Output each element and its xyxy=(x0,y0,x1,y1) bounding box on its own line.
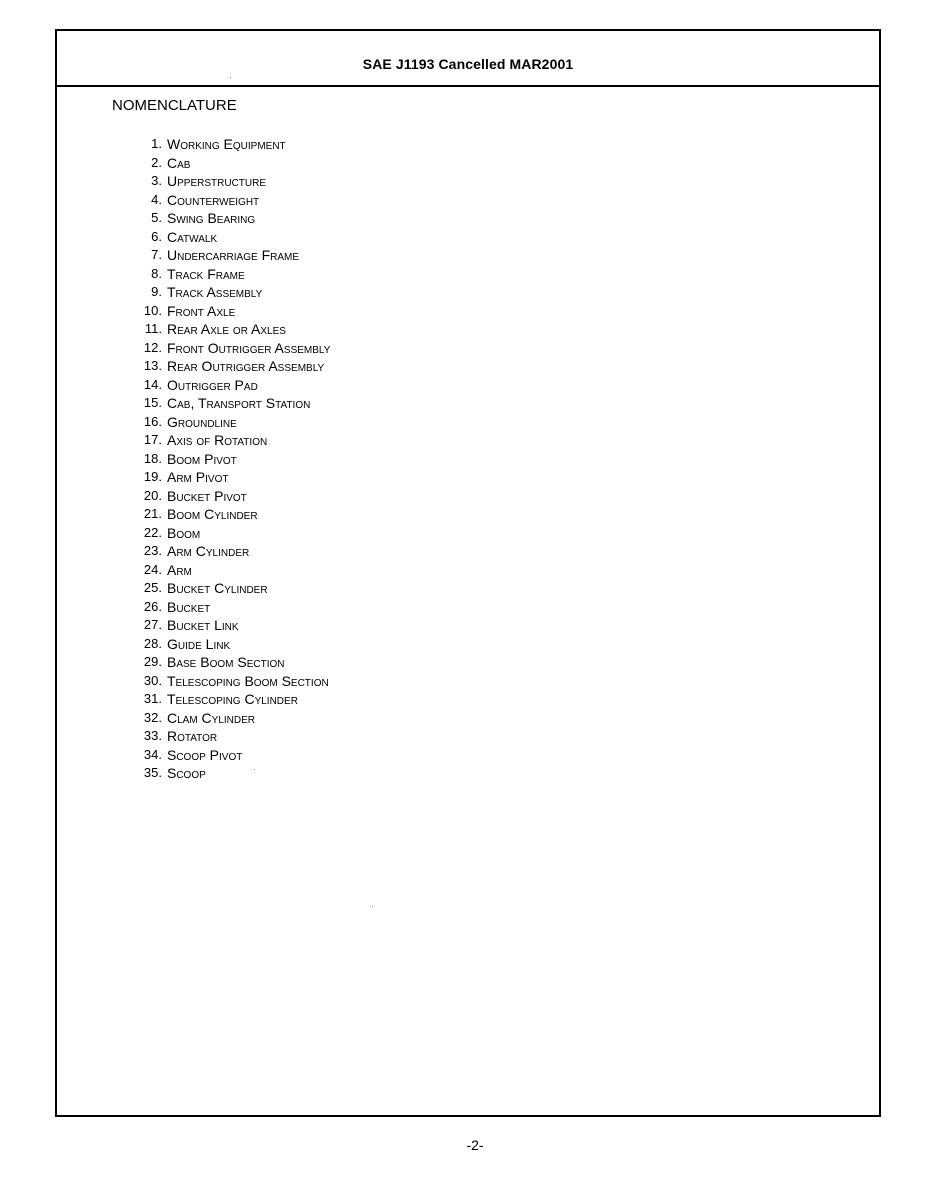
item-label: Boom Pivot xyxy=(167,450,237,467)
item-number: 35. xyxy=(143,765,162,780)
item-label: Rotator xyxy=(167,728,218,744)
item-label: Cab, Transport Station xyxy=(167,395,311,411)
item-label: Swing Bearing xyxy=(167,210,256,226)
item-label: Track Frame xyxy=(167,265,245,282)
item-label: Front Outrigger Assembly xyxy=(167,339,331,356)
item-number: 33. xyxy=(143,728,162,743)
item-number: 3. xyxy=(151,173,162,188)
item-number: 10. xyxy=(143,302,162,318)
item-number: 34. xyxy=(143,746,162,762)
item-number: 7. xyxy=(151,247,162,262)
item-label: Undercarriage Frame xyxy=(167,247,300,263)
document-title: SAE J1193 Cancelled MAR2001 xyxy=(362,56,574,72)
item-number: 30. xyxy=(143,672,162,688)
item-label: Clam Cylinder xyxy=(167,709,256,726)
item-number: 32. xyxy=(143,709,162,725)
item-number: 22. xyxy=(143,524,162,540)
item-number: 15. xyxy=(143,395,162,410)
item-number: 1. xyxy=(151,136,162,151)
item-number: 28. xyxy=(143,635,162,651)
item-label: Bucket Link xyxy=(167,617,239,633)
item-number: 5. xyxy=(151,210,162,225)
item-label: Boom xyxy=(167,524,201,541)
item-label: Front Axle xyxy=(167,302,236,319)
item-label: Bucket Cylinder xyxy=(167,580,268,596)
item-number: 17. xyxy=(143,432,162,447)
item-label: Upperstructure xyxy=(167,173,267,189)
item-label: Scoop xyxy=(167,765,206,781)
item-number: 26. xyxy=(143,598,162,614)
item-label: Scoop Pivot xyxy=(167,746,243,763)
item-label: Boom Cylinder xyxy=(167,506,258,522)
item-label: Counterweight xyxy=(167,191,260,208)
item-number: 4. xyxy=(151,191,162,207)
page-number: -2- xyxy=(466,1137,484,1153)
item-number: 16. xyxy=(143,413,162,429)
item-number: 2. xyxy=(151,154,162,170)
item-number: 9. xyxy=(151,284,162,299)
item-number: 27. xyxy=(143,617,162,632)
item-label: Telescoping Cylinder xyxy=(167,691,298,707)
item-label: Outrigger Pad xyxy=(167,376,258,393)
page-frame xyxy=(55,29,881,1117)
item-number: 12. xyxy=(143,339,162,355)
scan-speck xyxy=(230,77,231,78)
scan-speck xyxy=(254,769,255,770)
item-number: 6. xyxy=(151,228,162,244)
document-header xyxy=(57,31,879,87)
item-label: Rear Outrigger Assembly xyxy=(167,358,325,374)
item-number: 14. xyxy=(143,376,162,392)
item-label: Arm Cylinder xyxy=(167,543,250,559)
item-number: 20. xyxy=(143,487,162,503)
item-label: Guide Link xyxy=(167,635,231,652)
item-label: Groundline xyxy=(167,413,237,430)
item-label: Arm xyxy=(167,561,192,578)
item-number: 8. xyxy=(151,265,162,281)
item-label: Track Assembly xyxy=(167,284,263,300)
item-number: 29. xyxy=(143,654,162,669)
item-label: Arm Pivot xyxy=(167,469,229,485)
item-label: Telescoping Boom Section xyxy=(167,672,329,689)
item-label: Axis of Rotation xyxy=(167,432,268,448)
item-label: Catwalk xyxy=(167,228,218,245)
item-label: Bucket Pivot xyxy=(167,487,247,504)
item-label: Cab xyxy=(167,154,191,171)
item-label: Bucket xyxy=(167,598,211,615)
item-number: 23. xyxy=(143,543,162,558)
item-number: 13. xyxy=(143,358,162,373)
item-label: Base Boom Section xyxy=(167,654,285,670)
item-number: 25. xyxy=(143,580,162,595)
item-number: 18. xyxy=(143,450,162,466)
item-number: 31. xyxy=(143,691,162,706)
item-number: 24. xyxy=(143,561,162,577)
item-label: Rear Axle or Axles xyxy=(167,321,286,337)
item-number: 11. xyxy=(144,321,162,336)
item-number: 19. xyxy=(143,469,162,484)
section-heading: NOMENCLATURE xyxy=(112,97,237,114)
item-number: 21. xyxy=(143,506,162,521)
scan-speck xyxy=(372,906,373,907)
item-label: Working Equipment xyxy=(167,136,286,152)
